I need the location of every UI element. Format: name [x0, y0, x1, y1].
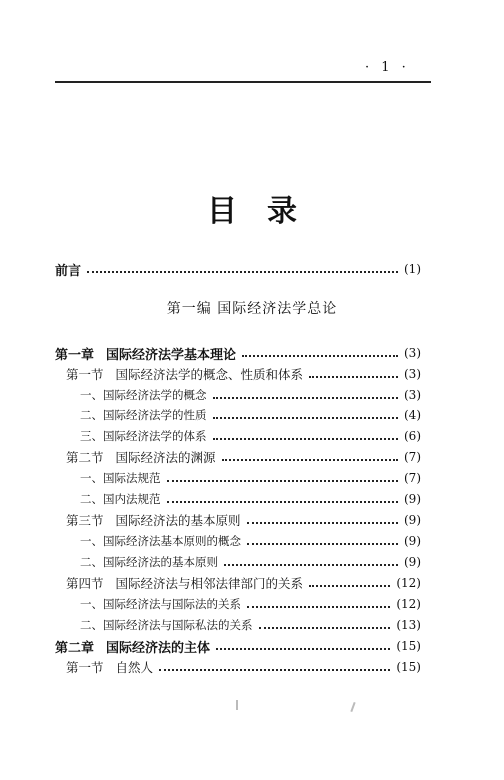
toc-item	[80, 385, 421, 405]
toc-item	[80, 468, 421, 488]
toc-entry-number: 第四节	[66, 576, 104, 591]
dot-leader	[159, 669, 390, 671]
toc-entry-number: 二、	[80, 555, 103, 569]
toc-entry-page: (15)	[396, 660, 421, 674]
toc-entry-page: (7)	[404, 471, 421, 485]
toc-entry-label: 国际经济法与国际法的关系	[103, 597, 241, 611]
toc-entry-number: 一、	[80, 388, 103, 402]
dot-leader	[309, 376, 398, 378]
dot-leader	[242, 355, 398, 357]
toc-section	[66, 573, 421, 593]
toc-entry-page: (9)	[404, 534, 421, 548]
toc-entry-label: 国际经济法学的概念	[103, 388, 207, 402]
dot-leader	[309, 585, 390, 587]
toc-entry-label: 国际经济法学基本理论	[106, 347, 237, 363]
toc-section	[66, 364, 421, 384]
dot-leader	[247, 606, 390, 608]
part-title: 第一编 国际经济法学总论	[166, 301, 338, 317]
dot-leader	[224, 564, 398, 566]
toc-section	[66, 657, 421, 677]
toc-entry-number: 二、	[80, 618, 103, 632]
scan-mark	[350, 702, 355, 712]
dot-leader	[216, 648, 390, 650]
header-rule	[55, 81, 431, 83]
toc-entry-page: (15)	[396, 639, 421, 653]
toc-entry-number: 第三节	[66, 513, 104, 528]
toc-entry-label: 国际经济法基本原则的概念	[103, 534, 241, 548]
toc-entry-label: 自然人	[115, 660, 154, 675]
toc-entry-label: 国际法规范	[103, 471, 161, 485]
toc-entry-number: 第二章	[55, 640, 95, 656]
toc-section	[66, 510, 421, 530]
toc-entry-number: 一、	[80, 597, 103, 611]
dot-leader	[167, 501, 399, 503]
page-title: 目录	[207, 194, 327, 229]
toc-entry-page: (12)	[396, 597, 421, 611]
toc-entry-label: 国际经济法的基本原则	[103, 555, 218, 569]
scan-mark	[236, 700, 238, 710]
toc-entry-number: 第一节	[66, 367, 104, 382]
toc-entry-number: 一、	[80, 471, 103, 485]
toc-entry-page: (1)	[404, 262, 421, 276]
toc-section	[66, 447, 421, 467]
toc-entry-label: 国内法规范	[103, 492, 161, 506]
toc-entry-label: 国际经济法的基本原则	[115, 513, 241, 528]
toc-entry-number: 第二节	[66, 450, 104, 465]
toc-entry-number: 三、	[80, 429, 103, 443]
dot-leader	[167, 480, 399, 482]
dot-leader	[222, 459, 398, 461]
toc-chapter	[55, 636, 421, 656]
toc-entry-number: 二、	[80, 492, 103, 506]
toc-entry-page: (13)	[396, 618, 421, 632]
toc-item	[80, 405, 421, 425]
toc-entry-preface	[55, 259, 421, 279]
dot-leader	[213, 438, 399, 440]
toc-entry-label: 国际经济法学的体系	[103, 429, 207, 443]
dot-leader	[213, 417, 399, 419]
toc-entry-label: 国际经济法学的性质	[103, 408, 207, 422]
toc-entry-page: (3)	[404, 388, 421, 402]
toc-entry-number: 第一章	[55, 347, 95, 363]
dot-leader	[247, 543, 398, 545]
dot-leader	[213, 397, 399, 399]
toc-item	[80, 594, 421, 614]
toc-entry-number: 一、	[80, 534, 103, 548]
toc-entry-label: 国际经济法的渊源	[115, 450, 216, 465]
page-number: · 1 ·	[365, 60, 410, 75]
toc-entry-page: (9)	[404, 492, 421, 506]
toc-item	[80, 489, 421, 509]
toc-entry-page: (9)	[404, 513, 421, 527]
toc-item	[80, 426, 421, 446]
toc-item	[80, 531, 421, 551]
dot-leader	[259, 627, 391, 629]
toc-entry-number: 第一节	[66, 660, 104, 675]
toc-chapter	[55, 343, 421, 363]
toc-entry-label: 国际经济法与国际私法的关系	[103, 618, 253, 632]
toc-entry-page: (9)	[404, 555, 421, 569]
toc-item	[80, 552, 421, 572]
toc-entry-page: (6)	[404, 429, 421, 443]
toc-entry-page: (4)	[404, 408, 421, 422]
toc-entry-label: 国际经济法与相邻法律部门的关系	[115, 576, 304, 591]
toc-entry-label: 国际经济法的主体	[106, 640, 211, 656]
dot-leader	[87, 271, 398, 273]
toc-entry-label: 前言	[55, 263, 82, 279]
toc-entry-page: (3)	[404, 346, 421, 360]
toc-item	[80, 615, 421, 635]
toc-entry-page: (3)	[404, 367, 421, 381]
toc-entry-label: 国际经济法学的概念、性质和体系	[115, 367, 304, 382]
toc-entry-page: (12)	[396, 576, 421, 590]
dot-leader	[247, 522, 398, 524]
toc-entry-page: (7)	[404, 450, 421, 464]
toc-entry-number: 二、	[80, 408, 103, 422]
